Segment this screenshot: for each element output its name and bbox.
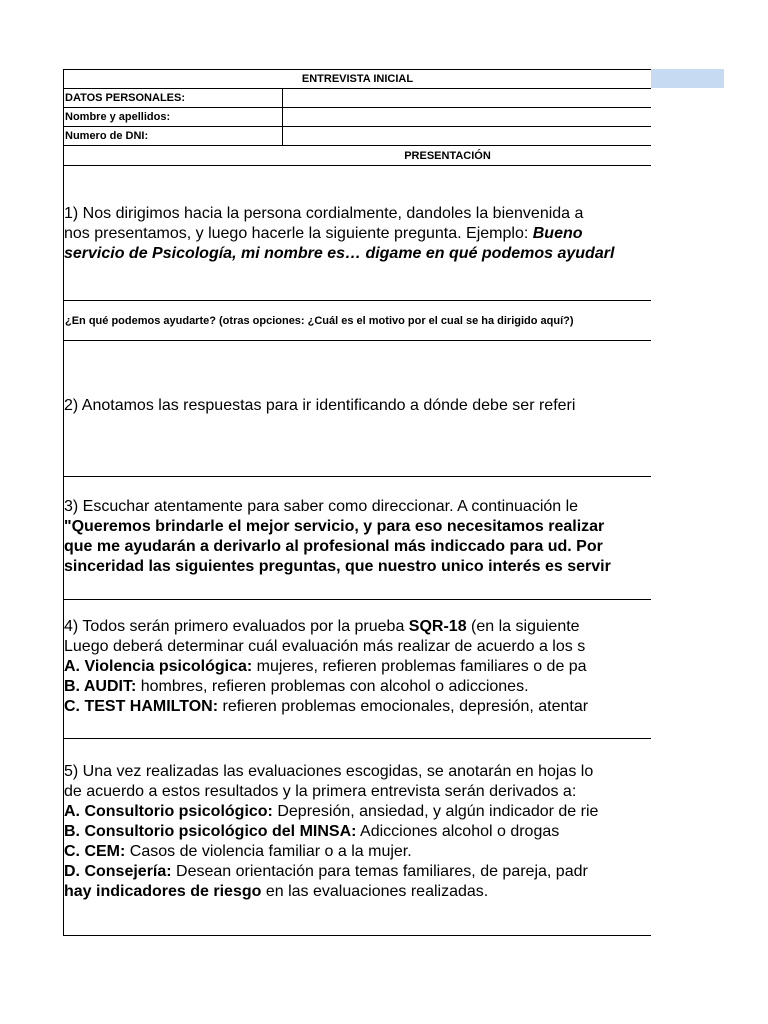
item-text: Desean orientación para temas familiares, de pareja, padr	[171, 863, 588, 880]
section-5-line-2: de acuerdo a estos resultados y la primera entrevista serán derivados a:	[64, 783, 577, 800]
section-3	[64, 477, 651, 600]
section-4-sqr-label: SQR-18	[408, 618, 467, 635]
field-label: DATOS PERSONALES:	[64, 89, 283, 107]
field-label: Numero de DNI:	[64, 127, 283, 145]
section-4-line-1-text: 4) Todos serán primero evaluados por la prueba	[64, 618, 409, 635]
section-1-line-2-bold: Bueno	[532, 225, 583, 242]
item-label: A. Violencia psicológica:	[64, 658, 253, 675]
section-3-line-4: sinceridad las siguientes preguntas, que nuestro unico interés es servir	[64, 558, 611, 575]
section-4-item-a	[64, 657, 651, 677]
field-value-cell[interactable]	[283, 89, 651, 107]
section-2-line-1: 2) Anotamos las respuestas para ir identificando a dónde debe ser referi	[64, 397, 576, 414]
question-row: ¿En qué podemos ayudarte? (otras opciones: ¿Cuál es el motivo por el cual se ha dirigido aquí?)	[64, 301, 651, 341]
item-text: hombres, refieren problemas con alcohol o adicciones.	[136, 678, 529, 695]
section-5-item-d	[64, 862, 651, 882]
field-row-personal-data	[64, 89, 651, 108]
item-text: refieren problemas emocionales, depresión, atentar	[218, 698, 589, 715]
section-1	[64, 166, 651, 301]
section-3-line-3: que me ayudarán a derivarlo al profesional más indiccado para ud. Por	[64, 538, 603, 555]
section-3-line-1: 3) Escuchar atentamente para saber como direccionar. A continuación le	[64, 498, 579, 515]
section-5-item-a	[64, 802, 651, 822]
field-row-dni	[64, 127, 651, 146]
section-2	[64, 341, 651, 477]
section-1-line-3: servicio de Psicología, mi nombre es… digame en qué podemos ayudarl	[64, 245, 615, 262]
section-4-line-2: Luego deberá determinar cuál evaluación más realizar de acuerdo a los s	[64, 638, 586, 655]
item-label: D. Consejería:	[64, 863, 172, 880]
item-label: B. Consultorio psicológico del MINSA:	[64, 823, 357, 840]
item-text: en las evaluaciones realizadas.	[261, 883, 489, 900]
presentation-header: PRESENTACIÓN	[64, 146, 651, 166]
item-text: Casos de violencia familiar o a la mujer.	[125, 843, 412, 860]
item-label: C. CEM:	[64, 843, 126, 860]
section-5-item-b	[64, 822, 651, 842]
section-1-line-2	[64, 224, 651, 244]
section-4-item-c	[64, 697, 651, 717]
interview-sheet	[63, 69, 651, 936]
section-4-line-1	[64, 617, 651, 637]
section-4-line-1-rest: (en la siguiente	[466, 618, 580, 635]
item-label: B. AUDIT:	[64, 678, 137, 695]
section-3-line-2: "Queremos brindarle el mejor servicio, y para eso necesitamos realizar	[64, 518, 605, 535]
item-text: Depresión, ansiedad, y algún indicador de rie	[272, 803, 599, 820]
section-5-item-c	[64, 842, 651, 862]
selected-cell[interactable]	[651, 69, 724, 88]
item-text: Adicciones alcohol o drogas	[356, 823, 560, 840]
item-label: C. TEST HAMILTON:	[64, 698, 219, 715]
section-4-item-b	[64, 677, 651, 697]
section-4	[64, 600, 651, 739]
section-5	[64, 739, 651, 936]
section-5-last-line	[64, 882, 651, 902]
item-text: mujeres, refieren problemas familiares o de pa	[252, 658, 587, 675]
sheet-title: ENTREVISTA INICIAL	[64, 70, 651, 89]
field-value-cell[interactable]	[283, 127, 651, 145]
item-label: A. Consultorio psicológico:	[64, 803, 273, 820]
field-value-cell[interactable]	[283, 108, 651, 126]
section-5-line-1: 5) Una vez realizadas las evaluaciones escogidas, se anotarán en hojas lo	[64, 763, 594, 780]
field-label: Nombre y apellidos:	[64, 108, 283, 126]
section-1-line-1: 1) Nos dirigimos hacia la persona cordialmente, dandoles la bienvenida a	[64, 205, 584, 222]
field-row-name	[64, 108, 651, 127]
section-1-line-2-text: nos presentamos, y luego hacerle la siguiente pregunta. Ejemplo:	[64, 225, 533, 242]
risk-indicator-text: hay indicadores de riesgo	[64, 883, 262, 900]
